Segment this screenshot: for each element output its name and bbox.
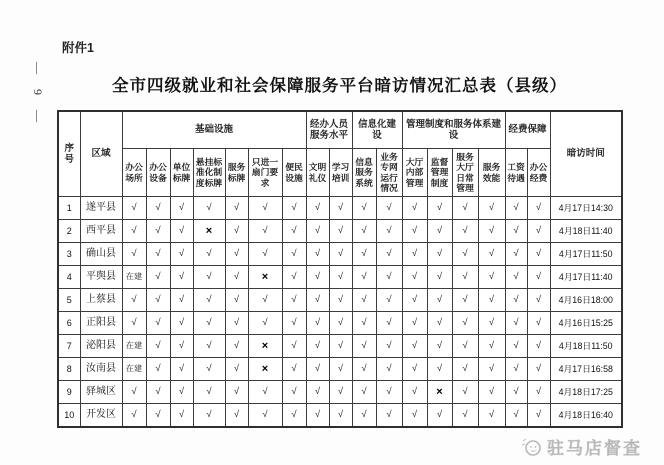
cell-status: × — [248, 335, 282, 358]
cell-status: √ — [452, 197, 478, 220]
cell-status: √ — [146, 289, 170, 312]
cell-status: √ — [505, 404, 527, 428]
cell-status: √ — [146, 335, 170, 358]
cell-status: √ — [452, 312, 478, 335]
cell-status: √ — [376, 243, 402, 266]
header-column: 工资待遇 — [505, 149, 527, 197]
cell-index: 8 — [58, 358, 80, 381]
cell-status: √ — [122, 312, 146, 335]
cell-status: √ — [527, 335, 550, 358]
cell-status: √ — [193, 381, 225, 404]
cell-status: √ — [402, 266, 427, 289]
cell-status: √ — [402, 358, 427, 381]
cell-status: √ — [248, 381, 282, 404]
cell-status: √ — [505, 220, 527, 243]
header-index: 序号 — [58, 111, 80, 197]
cell-status: √ — [146, 381, 170, 404]
cell-visit-time: 4月18日11:50 — [550, 335, 622, 358]
margin-page-number: — 9 — — [31, 62, 45, 128]
cell-status: √ — [427, 197, 452, 220]
cell-status: √ — [122, 381, 146, 404]
table-row — [58, 220, 622, 243]
cell-status: √ — [225, 197, 248, 220]
cell-status: √ — [505, 289, 527, 312]
cell-status: √ — [505, 243, 527, 266]
header-group: 基础设施 — [122, 111, 306, 149]
cell-status: √ — [505, 266, 527, 289]
cell-status: √ — [306, 220, 329, 243]
cell-status: √ — [402, 312, 427, 335]
cell-status: √ — [427, 404, 452, 428]
cell-status: √ — [427, 243, 452, 266]
cell-status: √ — [427, 220, 452, 243]
cell-status: √ — [427, 266, 452, 289]
cell-status: √ — [193, 243, 225, 266]
cell-status: √ — [352, 335, 376, 358]
cell-status: √ — [193, 266, 225, 289]
header-column: 文明礼仪 — [306, 149, 329, 197]
cell-status: √ — [527, 266, 550, 289]
cell-status: √ — [352, 266, 376, 289]
cell-status: √ — [225, 335, 248, 358]
cell-status: × — [248, 266, 282, 289]
cell-status: √ — [329, 220, 352, 243]
cell-status: √ — [402, 289, 427, 312]
cell-status: √ — [329, 404, 352, 428]
cell-status: √ — [170, 312, 193, 335]
cell-status: √ — [505, 312, 527, 335]
cell-status: √ — [376, 358, 402, 381]
cell-status: √ — [376, 289, 402, 312]
cell-status: √ — [306, 312, 329, 335]
cell-status: √ — [329, 381, 352, 404]
header-region: 区域 — [80, 111, 122, 197]
cell-visit-time: 4月17日11:50 — [550, 243, 622, 266]
cell-status: √ — [402, 197, 427, 220]
cell-visit-time: 4月17日14:30 — [550, 197, 622, 220]
cell-status: √ — [306, 335, 329, 358]
cell-index: 9 — [58, 381, 80, 404]
cell-status: 在建 — [122, 266, 146, 289]
cell-status: √ — [193, 312, 225, 335]
cell-status: √ — [248, 312, 282, 335]
header-column: 办公经费 — [527, 149, 550, 197]
cell-status: √ — [376, 381, 402, 404]
cell-status: √ — [282, 220, 306, 243]
cell-status: √ — [452, 404, 478, 428]
cell-status: √ — [478, 220, 505, 243]
header-column: 信息服务系统 — [352, 149, 376, 197]
cell-status: √ — [170, 243, 193, 266]
header-group: 信息化建设 — [352, 111, 402, 149]
header-group: 经费保障 — [505, 111, 550, 149]
cell-visit-time: 4月17日11:40 — [550, 266, 622, 289]
cell-status: √ — [306, 404, 329, 428]
cell-status: √ — [193, 197, 225, 220]
cell-status: √ — [193, 289, 225, 312]
cell-status: √ — [478, 266, 505, 289]
cell-status: √ — [478, 381, 505, 404]
cell-status: √ — [427, 358, 452, 381]
cell-status: √ — [527, 312, 550, 335]
cell-status: √ — [478, 197, 505, 220]
cell-status: √ — [282, 404, 306, 428]
cell-index: 5 — [58, 289, 80, 312]
cell-status: √ — [122, 197, 146, 220]
cell-status: √ — [282, 243, 306, 266]
header-column: 单位标牌 — [170, 149, 193, 197]
cell-visit-time: 4月18日17:25 — [550, 381, 622, 404]
cell-status: √ — [170, 381, 193, 404]
cell-status: √ — [306, 266, 329, 289]
cell-status: √ — [282, 358, 306, 381]
cell-index: 10 — [58, 404, 80, 428]
cell-visit-time: 4月18日16:40 — [550, 404, 622, 428]
table-row — [58, 266, 622, 289]
cell-region: 泌阳县 — [80, 335, 122, 358]
attachment-label: 附件1 — [62, 41, 94, 55]
cell-status: √ — [352, 381, 376, 404]
table-row — [58, 335, 622, 358]
summary-table — [57, 110, 623, 428]
cell-region: 开发区 — [80, 404, 122, 428]
cell-index: 3 — [58, 243, 80, 266]
cell-status: √ — [427, 289, 452, 312]
cell-status: √ — [478, 404, 505, 428]
cell-region: 正阳县 — [80, 312, 122, 335]
cell-status: √ — [329, 243, 352, 266]
header-group: 管理制度和服务体系建设 — [402, 111, 505, 149]
cell-status: × — [427, 381, 452, 404]
cell-status: √ — [505, 381, 527, 404]
cell-status: √ — [225, 243, 248, 266]
cell-status: √ — [282, 289, 306, 312]
cell-status: √ — [527, 404, 550, 428]
cell-status: √ — [248, 243, 282, 266]
cell-visit-time: 4月18日11:40 — [550, 220, 622, 243]
cell-status: √ — [329, 197, 352, 220]
cell-status: √ — [170, 358, 193, 381]
cell-status: √ — [146, 266, 170, 289]
cell-status: √ — [193, 358, 225, 381]
cell-status: √ — [352, 220, 376, 243]
header-column: 业务专网运行情况 — [376, 149, 402, 197]
cell-status: √ — [527, 243, 550, 266]
cell-status: √ — [170, 335, 193, 358]
cell-status: √ — [170, 197, 193, 220]
cell-status: √ — [170, 220, 193, 243]
header-visit-time: 暗访时间 — [550, 111, 622, 197]
inspection-logo-icon — [522, 437, 542, 457]
cell-status: √ — [329, 312, 352, 335]
cell-status: √ — [282, 381, 306, 404]
cell-visit-time: 4月16日15:25 — [550, 312, 622, 335]
cell-status: √ — [146, 404, 170, 428]
cell-status: √ — [402, 243, 427, 266]
cell-status: √ — [248, 197, 282, 220]
cell-status: √ — [402, 381, 427, 404]
cell-region: 驿城区 — [80, 381, 122, 404]
table-row — [58, 312, 622, 335]
cell-status: √ — [427, 312, 452, 335]
page-title: 全市四级就业和社会保障服务平台暗访情况汇总表（县级） — [112, 77, 567, 95]
cell-status: √ — [352, 243, 376, 266]
cell-status: √ — [527, 197, 550, 220]
table-body — [58, 197, 622, 428]
header-group: 经办人员服务水平 — [306, 111, 352, 149]
header-column: 学习培训 — [329, 149, 352, 197]
cell-region: 上蔡县 — [80, 289, 122, 312]
cell-status: √ — [376, 335, 402, 358]
cell-status: √ — [146, 312, 170, 335]
cell-status: √ — [352, 404, 376, 428]
cell-status: √ — [329, 266, 352, 289]
cell-status: √ — [376, 266, 402, 289]
header-column: 大厅内部管理 — [402, 149, 427, 197]
cell-status: √ — [402, 404, 427, 428]
cell-region: 遂平县 — [80, 197, 122, 220]
cell-status: √ — [146, 243, 170, 266]
cell-status: √ — [225, 381, 248, 404]
cell-status: √ — [306, 358, 329, 381]
header-column: 服务大厅日常管理 — [452, 149, 478, 197]
header-column: 办公设备 — [146, 149, 170, 197]
watermark — [522, 434, 642, 459]
watermark-text: 驻马店督查 — [547, 439, 642, 458]
cell-status: √ — [225, 266, 248, 289]
cell-status: √ — [452, 381, 478, 404]
cell-status: √ — [306, 197, 329, 220]
cell-status: √ — [146, 358, 170, 381]
cell-status: × — [193, 220, 225, 243]
cell-status: √ — [282, 335, 306, 358]
cell-visit-time: 4月17日16:58 — [550, 358, 622, 381]
cell-status: √ — [376, 312, 402, 335]
header-column: 监督管理制度 — [427, 149, 452, 197]
cell-status: √ — [452, 266, 478, 289]
cell-status: √ — [452, 289, 478, 312]
cell-status: 在建 — [122, 358, 146, 381]
table-row — [58, 404, 622, 428]
cell-status: √ — [478, 335, 505, 358]
cell-status: 在建 — [122, 335, 146, 358]
cell-status: √ — [376, 404, 402, 428]
cell-status: √ — [376, 220, 402, 243]
cell-region: 确山县 — [80, 243, 122, 266]
cell-status: √ — [505, 335, 527, 358]
cell-status: √ — [122, 243, 146, 266]
cell-status: √ — [122, 220, 146, 243]
cell-status: √ — [505, 358, 527, 381]
table-header — [58, 111, 622, 197]
cell-region: 平舆县 — [80, 266, 122, 289]
cell-status: √ — [329, 358, 352, 381]
cell-status: √ — [329, 289, 352, 312]
cell-status: √ — [478, 289, 505, 312]
cell-status: √ — [248, 220, 282, 243]
cell-status: √ — [122, 289, 146, 312]
cell-index: 1 — [58, 197, 80, 220]
cell-status: √ — [527, 220, 550, 243]
cell-status: √ — [452, 243, 478, 266]
cell-status: √ — [306, 381, 329, 404]
cell-status: √ — [282, 312, 306, 335]
cell-status: √ — [478, 243, 505, 266]
cell-status: √ — [248, 289, 282, 312]
cell-status: √ — [452, 220, 478, 243]
cell-status: √ — [225, 220, 248, 243]
cell-status: √ — [306, 289, 329, 312]
cell-status: √ — [527, 289, 550, 312]
header-column: 悬挂标准化制度标牌 — [193, 149, 225, 197]
cell-status: √ — [352, 289, 376, 312]
table-row — [58, 197, 622, 220]
cell-index: 6 — [58, 312, 80, 335]
cell-status: √ — [170, 289, 193, 312]
cell-status: √ — [306, 243, 329, 266]
cell-status: √ — [146, 220, 170, 243]
cell-status: √ — [478, 358, 505, 381]
cell-visit-time: 4月16日18:00 — [550, 289, 622, 312]
cell-status: √ — [193, 335, 225, 358]
cell-status: √ — [527, 381, 550, 404]
cell-status: √ — [146, 197, 170, 220]
table-row — [58, 358, 622, 381]
header-column: 便民设施 — [282, 149, 306, 197]
cell-status: √ — [225, 358, 248, 381]
cell-region: 汝南县 — [80, 358, 122, 381]
cell-status: √ — [329, 335, 352, 358]
cell-index: 4 — [58, 266, 80, 289]
cell-status: √ — [352, 312, 376, 335]
cell-status: √ — [225, 289, 248, 312]
header-column: 服务标牌 — [225, 149, 248, 197]
cell-status: √ — [352, 197, 376, 220]
cell-status: √ — [170, 266, 193, 289]
cell-status: √ — [376, 197, 402, 220]
cell-status: √ — [170, 404, 193, 428]
cell-status: √ — [248, 404, 282, 428]
cell-status: √ — [505, 197, 527, 220]
cell-status: √ — [282, 266, 306, 289]
header-column: 服务效能 — [478, 149, 505, 197]
cell-status: × — [248, 358, 282, 381]
cell-status: √ — [225, 404, 248, 428]
cell-status: √ — [282, 197, 306, 220]
cell-status: √ — [527, 358, 550, 381]
cell-status: √ — [452, 335, 478, 358]
cell-region: 西平县 — [80, 220, 122, 243]
cell-status: √ — [402, 335, 427, 358]
cell-index: 7 — [58, 335, 80, 358]
header-column: 办公场所 — [122, 149, 146, 197]
cell-status: √ — [452, 358, 478, 381]
table-row — [58, 381, 622, 404]
cell-status: √ — [193, 404, 225, 428]
header-column: 只进一扇门要求 — [248, 149, 282, 197]
table-row — [58, 243, 622, 266]
cell-status: √ — [225, 312, 248, 335]
cell-status: √ — [402, 220, 427, 243]
cell-index: 2 — [58, 220, 80, 243]
cell-status: √ — [352, 358, 376, 381]
cell-status: √ — [478, 312, 505, 335]
table-row — [58, 289, 622, 312]
cell-status: √ — [122, 404, 146, 428]
cell-status: √ — [427, 335, 452, 358]
